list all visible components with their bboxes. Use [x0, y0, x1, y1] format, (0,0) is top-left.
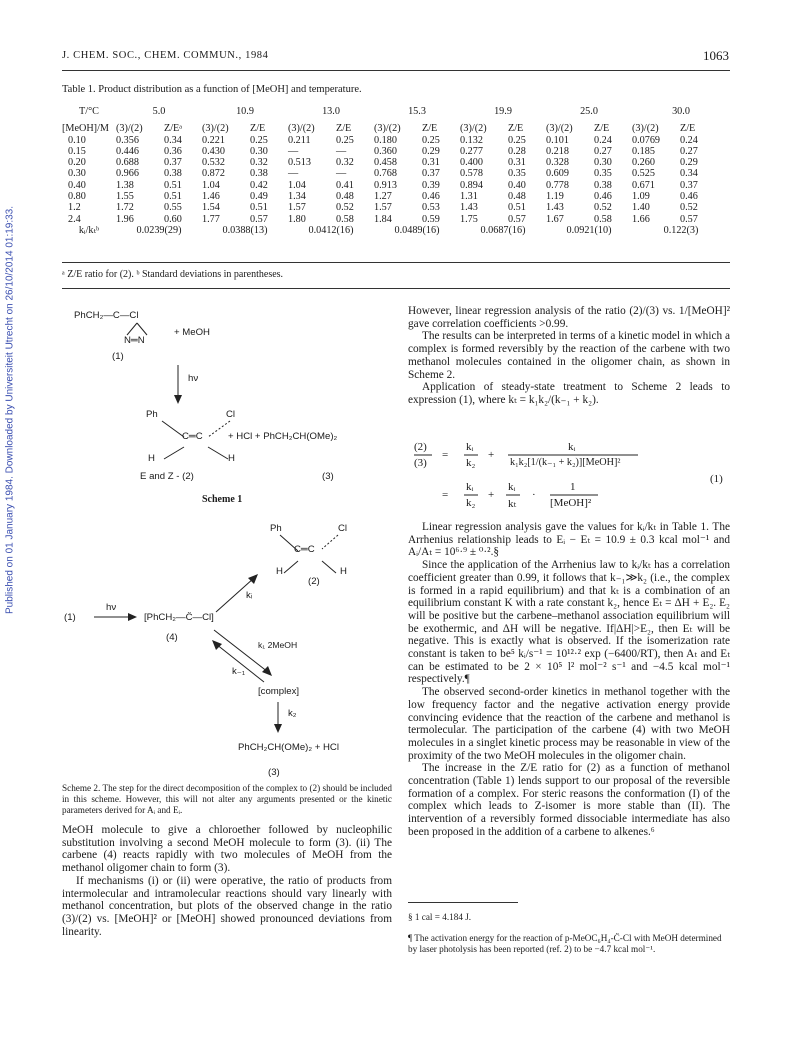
s2-cl: Cl [338, 523, 348, 534]
table-cell: 0.913 [374, 179, 397, 191]
footnote: ¶ The activation energy for the reaction of p-MeOC₆H₄-C̈-Cl with MeOH determined by laser photolysis has been reported (ref. 2) to be −4.7 kcal mol⁻¹. [408, 933, 722, 954]
sub-header: Z/E [336, 123, 352, 135]
table-cell: 0.221 [202, 134, 225, 146]
table-cell: 0.31 [422, 157, 440, 169]
temp-header: 15.3 [408, 106, 426, 117]
table-cell: 0.768 [374, 168, 397, 180]
table-cell: 1.38 [116, 179, 134, 191]
eq-t5-den: [MeOH]² [550, 497, 592, 509]
table-cell: 0.25 [336, 134, 354, 146]
table-cell: 0.60 [164, 213, 182, 225]
products-label: + HCl + PhCH₂CH(OMe)₂ [228, 431, 338, 442]
table-cell: 0.101 [546, 134, 569, 146]
download-stamp [4, 130, 16, 690]
ratio-value: 0.0239(29) [136, 224, 182, 236]
h-right: H [228, 453, 235, 464]
table-cell: 0.57 [250, 213, 268, 225]
table-cell: 0.48 [336, 191, 354, 203]
table-cell: 0.34 [164, 134, 182, 146]
download-stamp-text: Published on 01 January 1984. Downloaded by Universiteit Utrecht on 26/10/2014 01:19:33. [4, 205, 16, 615]
k2-label: k₂ [288, 708, 297, 719]
temp-header: 13.0 [322, 106, 340, 117]
table-cell: 0.29 [422, 145, 440, 157]
table-cell: 1.54 [202, 202, 220, 214]
table-cell: 0.218 [546, 145, 569, 157]
table-cell: 0.0769 [632, 134, 661, 146]
table-cell: 0.894 [460, 179, 483, 191]
s2-cc: C═C [294, 544, 315, 555]
ratio-row [62, 225, 730, 236]
paragraph: Since the application of the Arrhenius law to kᵢ/kₜ has a correlation coefficient greater than 0.99, it follows that k₋₁≫k₂ (i.e., the complex is formed in a rapid equilibrium) and that kₜ is a combination of an equilibrium constant K with a rate constant k₂, hence Eₜ = ΔH + E₂. E₂ will be positive but the carbene–methanol association equilibrium will be exothermic, and ΔH will be negative. If|ΔH|>E₂, then Eₜ will be negative. This is exactly what is observed. If the isomerization rate constant is taken to be⁵ kᵢ/s⁻¹ = 10¹²·² exp (−6400/RT), then Aₜ and Eₜ can be estimated to be 2 × 10⁵ l² mol⁻² s⁻¹ and −4.5 kcal mol⁻¹ respectively.¶ [408, 559, 730, 686]
table-cell: 1.84 [374, 213, 392, 225]
table-cell: 0.52 [336, 202, 354, 214]
ratio-label: kᵢ/kₜᵇ [78, 224, 100, 236]
eq-number: (1) [710, 473, 723, 485]
footnotes [408, 912, 730, 955]
table-bottom-rule [62, 262, 730, 263]
sub-header: (3)/(2) [632, 123, 659, 135]
table-caption: Table 1. Product distribution as a function of [MeOH] and temperature. [62, 84, 362, 95]
eq-lhs-den: (3) [414, 457, 427, 469]
compound-1-label: (1) [112, 351, 124, 362]
ph-label: Ph [146, 409, 158, 420]
table-cell: 0.51 [508, 202, 526, 214]
k1-label: k₁ 2MeOH [258, 640, 298, 650]
sub-header: Z/E [508, 123, 524, 135]
ratio-value: 0.0921(10) [566, 224, 612, 236]
table-cell: 0.53 [422, 202, 440, 214]
sub-header: (3)/(2) [116, 123, 143, 135]
table-cell: 0.39 [422, 179, 440, 191]
scheme-2 [62, 520, 396, 760]
table-cell: 0.525 [632, 168, 655, 180]
eq-t4-num: kᵢ [508, 481, 516, 493]
table-cell: 0.41 [336, 179, 354, 191]
s2-ph: Ph [270, 523, 282, 534]
eq-plus: + [488, 449, 495, 461]
hv-label: hν [188, 373, 199, 384]
table-cell: 0.20 [68, 157, 86, 169]
table-cell: 0.10 [68, 134, 86, 146]
eq-t4-den: kₜ [508, 498, 517, 510]
s2-h-right: H [340, 566, 347, 577]
table-cell: 0.35 [508, 168, 526, 180]
table-row [62, 202, 730, 213]
sub-header: (3)/(2) [460, 123, 487, 135]
eq-t2-num: kᵢ [568, 441, 576, 453]
sub-header: Z/E [680, 123, 696, 135]
sub-header: (3)/(2) [288, 123, 315, 135]
table-row [62, 135, 730, 146]
equilibrium-arrows [210, 628, 276, 686]
s2-compound-1-label: (1) [64, 612, 76, 623]
temp-header: 5.0 [152, 106, 166, 117]
table-cell: 0.35 [594, 168, 612, 180]
table-cell: 1.2 [68, 202, 81, 214]
scheme-1 [66, 305, 396, 505]
table-cell: 0.52 [680, 202, 698, 214]
table-cell: 0.46 [680, 191, 698, 203]
ez-2-label: E and Z - (2) [140, 471, 194, 482]
table-row [62, 214, 730, 225]
table-cell: 0.277 [460, 145, 483, 157]
table-cell: 0.46 [594, 191, 612, 203]
ki-arrow [212, 572, 262, 616]
table-cell: 0.59 [422, 213, 440, 225]
table-cell: 0.430 [202, 145, 225, 157]
table-row [62, 146, 730, 157]
table-cell: 0.42 [250, 179, 268, 191]
table-cell: 0.48 [508, 191, 526, 203]
table-cell: 1.09 [632, 191, 650, 203]
s2-h-left: H [276, 566, 283, 577]
table-cell: 0.27 [680, 145, 698, 157]
ratio-value: 0.0412(16) [308, 224, 354, 236]
table-cell: 0.37 [164, 157, 182, 169]
table-cell: 1.43 [460, 202, 478, 214]
table-cell: 0.30 [68, 168, 86, 180]
cc-double-bond: C═C [182, 431, 203, 442]
eq-dot: · [532, 489, 536, 501]
table-cell: 0.28 [508, 145, 526, 157]
k2-arrow [272, 702, 284, 734]
header-rule [62, 70, 730, 71]
diazirine-formula: PhCH₂—C—Cl [74, 310, 139, 321]
table-cell: 0.51 [164, 191, 182, 203]
table-cell: 1.75 [460, 213, 478, 225]
table-cell: 0.55 [164, 202, 182, 214]
table-cell: 0.211 [288, 134, 311, 146]
equation-1 [412, 433, 730, 513]
right-column-text-bottom [408, 521, 730, 839]
s2-hv-label: hν [106, 602, 117, 613]
eq-t2-den: k₁k₂[1/(k₋₁ + k₂)][MeOH]² [510, 457, 621, 468]
temp-header: 25.0 [580, 106, 598, 117]
table-cell: 0.58 [594, 213, 612, 225]
table-cell: 0.513 [288, 157, 311, 169]
compound-4-label: (4) [166, 632, 178, 643]
table-cell: 0.37 [680, 179, 698, 191]
table-cell: 1.55 [116, 191, 134, 203]
eq-equals-2: = [442, 489, 449, 501]
sub-header: Z/E [594, 123, 610, 135]
table-cell: 1.67 [546, 213, 564, 225]
sub-header: (3)/(2) [374, 123, 401, 135]
ratio-value: 0.0687(16) [480, 224, 526, 236]
table-cell: 1.19 [546, 191, 564, 203]
table-row [62, 191, 730, 202]
table-cell: 1.40 [632, 202, 650, 214]
ratio-value: 0.0388(13) [222, 224, 268, 236]
table-cell: 0.57 [508, 213, 526, 225]
table-row [62, 157, 730, 168]
right-column-text-top [408, 305, 730, 407]
table-cell: 0.688 [116, 157, 139, 169]
s2-compound-3-label: (3) [268, 767, 280, 778]
table-cell: 0.671 [632, 179, 655, 191]
table-cell: — [288, 168, 299, 180]
eq-equals: = [442, 449, 449, 461]
table-cell: 0.36 [164, 145, 182, 157]
hv-arrow [94, 612, 138, 622]
table-cell: 0.30 [250, 145, 268, 157]
cl-label: Cl [226, 409, 236, 420]
table-cell: 0.872 [202, 168, 225, 180]
table-cell: 0.51 [164, 179, 182, 191]
scheme-2-caption: Scheme 2. The step for the direct decomposition of the complex to (2) should be included in this scheme. However, this will not alter any arguments presented or the kinetic parameters derived for Aᵢ and Eᵢ. [62, 783, 392, 815]
sub-header: Z/E [250, 123, 266, 135]
table-cell: 0.532 [202, 157, 225, 169]
table-cell: 1.57 [288, 202, 306, 214]
journal-header: J. CHEM. SOC., CHEM. COMMUN., 1984 [62, 50, 269, 61]
table-cell: 0.458 [374, 157, 397, 169]
table-cell: — [288, 145, 299, 157]
table-cell: 1.96 [116, 213, 134, 225]
table-cell: 2.4 [68, 213, 81, 225]
table-footnote: ᵃ Z/E ratio for (2). ᵇ Standard deviations in parentheses. [62, 269, 284, 280]
table-cell: 1.46 [202, 191, 220, 203]
table-cell: 1.04 [202, 179, 220, 191]
paragraph: Linear regression analysis gave the values for kᵢ/kₜ in Table 1. The Arrhenius relationship leads to Eᵢ − Eₜ = 10.9 ± 0.3 kcal mol⁻¹ and Aᵢ/Aₜ = 10⁶·⁹ ± ⁰·².§ [408, 521, 730, 559]
table-cell: 0.31 [508, 157, 526, 169]
paragraph: However, linear regression analysis of the ratio (2)/(3) vs. 1/[MeOH]² gave correlation coefficients >0.99. [408, 305, 730, 330]
table-cell: 0.578 [460, 168, 483, 180]
table-cell: 0.328 [546, 157, 569, 169]
table-cell: 0.46 [422, 191, 440, 203]
table-cell: 0.356 [116, 134, 139, 146]
table-cell: 0.58 [336, 213, 354, 225]
table-row [62, 168, 730, 179]
table-cell: 0.34 [680, 168, 698, 180]
table-cell: 0.38 [250, 168, 268, 180]
table-row [62, 180, 730, 191]
table-cell: 1.31 [460, 191, 478, 203]
paragraph: If mechanisms (i) or (ii) were operative, the ratio of products from intermolecular and intramolecular reactions should vary linearly with methanol concentration, but plots of the observed change in the ratio (3)/(2) vs. [MeOH]² or [MeOH] showed pronounced deviations from linearity. [62, 874, 392, 938]
eq-t3-num: kᵢ [466, 481, 474, 493]
table-cell: 0.40 [68, 179, 86, 191]
eq-t5-num: 1 [570, 481, 576, 493]
paragraph: The increase in the Z/E ratio for (2) as a function of methanol concentration (Table 1) lends support to our proposal of the reversible formation of a complex. For steric reasons the conformation (I) of the complex which leads to Z-isomer is more stable than (II). The intervention of a reversibly formed dissociable intermediate has also been proposed in the addition of a carbene to alkenes.⁶ [408, 762, 730, 838]
footnote-rule [408, 902, 518, 903]
table-cell: 0.400 [460, 157, 483, 169]
eq-t1-num: kᵢ [466, 441, 474, 453]
sub-header: Z/E [422, 123, 438, 135]
sub-header: Z/Eᵃ [164, 123, 183, 135]
table-cell: 0.360 [374, 145, 397, 157]
table-cell: 1.57 [374, 202, 392, 214]
eq-t1-den: k₂ [466, 457, 476, 469]
paragraph: MeOH molecule to give a chloroether followed by nucleophilic substitution involving a second MeOH molecule to form (3). (ii) The carbene (4) reacts rapidly with two molecules of MeOH from the methanol oligomer chain to form (3). [62, 824, 392, 875]
table-cell: 0.25 [422, 134, 440, 146]
plus-meoh: + MeOH [174, 327, 210, 338]
table-cell: 1.27 [374, 191, 392, 203]
page-number: 1063 [703, 48, 729, 63]
table-cell: 1.34 [288, 191, 306, 203]
h-left: H [148, 453, 155, 464]
ki-label: kᵢ [246, 590, 253, 601]
table-cell: 0.80 [68, 191, 86, 203]
carbene-formula: [PhCH₂—C̈—Cl] [144, 612, 214, 623]
left-column-text [62, 824, 392, 938]
down-arrow [172, 365, 184, 405]
table-cell: 0.24 [680, 134, 698, 146]
table-cell: 0.24 [594, 134, 612, 146]
table-cell: 1.80 [288, 213, 306, 225]
table-cell: 0.40 [508, 179, 526, 191]
table-cell: 0.132 [460, 134, 483, 146]
table-cell: 0.25 [508, 134, 526, 146]
table-cell: 0.185 [632, 145, 655, 157]
paragraph: Application of steady-state treatment to Scheme 2 leads to expression (1), where kₜ = k₁k₂/(k₋₁ + k₂). [408, 381, 730, 406]
temp-header-row [62, 106, 730, 117]
temp-header: 30.0 [672, 106, 690, 117]
table-cell: 0.260 [632, 157, 655, 169]
table-cell: 0.25 [250, 134, 268, 146]
table-cell: 1.43 [546, 202, 564, 214]
table-cell: 0.38 [594, 179, 612, 191]
table-cell: 0.49 [250, 191, 268, 203]
table-cell: 0.32 [250, 157, 268, 169]
table-cell: 0.15 [68, 145, 86, 157]
table-cell: 0.609 [546, 168, 569, 180]
table-cell: 0.966 [116, 168, 139, 180]
complex-label: [complex] [258, 686, 300, 697]
table-cell: 0.57 [680, 213, 698, 225]
s2-compound-2-label: (2) [308, 576, 320, 587]
table-cell: 0.51 [250, 202, 268, 214]
footnote: § 1 cal = 4.184 J. [408, 912, 472, 922]
temp-header: 10.9 [236, 106, 254, 117]
compound-3-label: (3) [322, 471, 334, 482]
data-table [62, 106, 730, 236]
km1-label: k₋₁ [232, 666, 246, 677]
paragraph: The results can be interpreted in terms of a kinetic model in which a complex is formed reversibly by the reaction of the carbene with two methanol molecules contained in the oligomer chain, as shown in Scheme 2. [408, 330, 730, 381]
sub-header: (3)/(2) [202, 123, 229, 135]
column-header-row [62, 117, 730, 134]
final-products: PhCH₂CH(OMe)₂ + HCl [238, 742, 339, 753]
table-cell: 0.29 [680, 157, 698, 169]
table-cell: 1.04 [288, 179, 306, 191]
table-cell: 0.30 [594, 157, 612, 169]
ratio-value: 0.0489(16) [394, 224, 440, 236]
diazirine-nn: N═N [124, 335, 145, 346]
table-cell: 1.77 [202, 213, 220, 225]
temp-header: 19.9 [494, 106, 512, 117]
temp-label: T/°C [79, 106, 99, 117]
table-cell: 0.32 [336, 157, 354, 169]
table-cell: 1.66 [632, 213, 650, 225]
table-cell: — [336, 145, 347, 157]
table-cell: 0.37 [422, 168, 440, 180]
ratio-value: 0.122(3) [663, 224, 699, 236]
scheme-1-title: Scheme 1 [202, 494, 243, 505]
table-cell: 0.52 [594, 202, 612, 214]
paragraph: The observed second-order kinetics in methanol together with the low frequency factor and the negative activation energy provide convincing evidence that the reaction of the carbene and methanol is termolecular. The participation of the carbene (4) with two MeOH molecules in a singlet kinetic process may be reasonable in view of the proximity of the two MeOH molecules in the oligomer chain. [408, 686, 730, 762]
table-cell: 0.778 [546, 179, 569, 191]
table-end-rule [62, 288, 730, 289]
sub-header: (3)/(2) [546, 123, 573, 135]
table-cell: 0.180 [374, 134, 397, 146]
table-cell: 1.72 [116, 202, 134, 214]
conc-header: [MeOH]/M [62, 123, 109, 135]
eq-plus-2: + [488, 489, 495, 501]
eq-lhs-num: (2) [414, 441, 427, 453]
table-cell: — [336, 168, 347, 180]
eq-t3-den: k₂ [466, 497, 476, 509]
table-cell: 0.446 [116, 145, 139, 157]
table-cell: 0.27 [594, 145, 612, 157]
table-cell: 0.38 [164, 168, 182, 180]
